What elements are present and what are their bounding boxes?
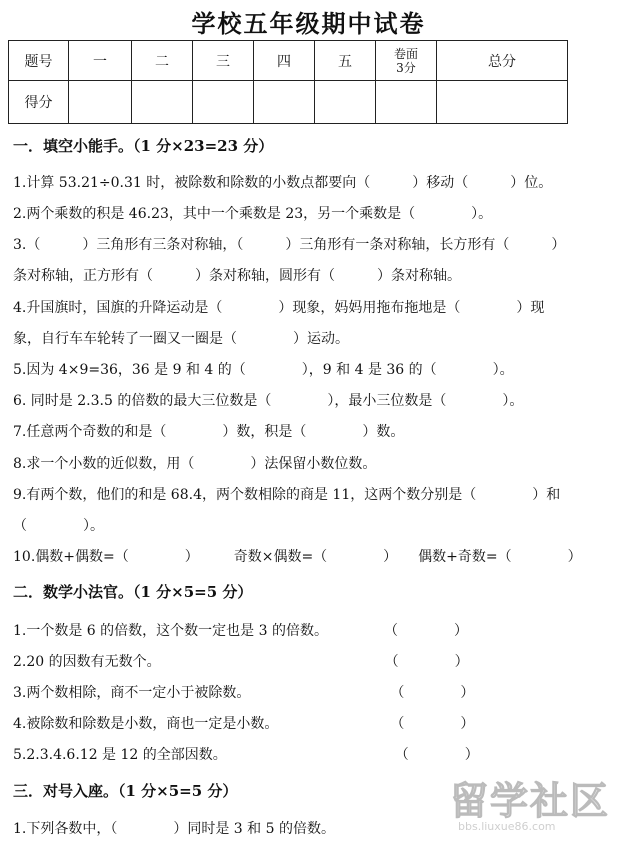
score-cell[interactable] — [254, 81, 315, 124]
header-cell-q3: 三 — [193, 41, 254, 81]
header-cell-q5: 五 — [315, 41, 376, 81]
question-line: 象，自行车车轮转了一圈又一圈是（ ）运动。 — [13, 331, 349, 347]
question-line: 9.有两个数，他们的和是 68.4，两个数相除的商是 11，这两个数分别是（ ）和 — [13, 487, 561, 503]
question-line: 6. 同时是 2.3.5 的倍数的最大三位数是（ ），最小三位数是（ ）。 — [13, 393, 524, 409]
judgement-line: 5.2.3.4.6.12 是 12 的全部因数。 （ ） — [13, 747, 479, 763]
score-cell[interactable] — [132, 81, 193, 124]
question-line: 5.因为 4×9=36，36 是 9 和 4 的（ ），9 和 4 是 36 的（ ）。 — [13, 362, 514, 378]
question-line: 4.升国旗时，国旗的升降运动是（ ）现象，妈妈用拖布拖地是（ ）现 — [13, 300, 545, 316]
judgement-line: 4.被除数和除数是小数，商也一定是小数。 （ ） — [13, 716, 475, 732]
section-heading-2: 二．数学小法官。（1 分×5=5 分） — [13, 583, 253, 601]
judgement-line: 2.20 的因数有无数个。 （ ） — [13, 654, 469, 670]
question-line: 1.计算 53.21÷0.31 时，被除数和除数的小数点都要向（ ）移动（ ）位。 — [13, 175, 553, 191]
header-cell-q1: 一 — [69, 41, 132, 81]
watermark-url: bbs.liuxue86.com — [458, 820, 556, 833]
question-line: 条对称轴，正方形有（ ）条对称轴，圆形有（ ）条对称轴。 — [13, 268, 461, 284]
header-cell-total: 总分 — [437, 41, 568, 81]
judgement-line: 1.一个数是 6 的倍数，这个数一定也是 3 的倍数。 （ ） — [13, 623, 468, 639]
question-line: 7.任意两个奇数的和是（ ）数，积是（ ）数。 — [13, 424, 405, 440]
score-cell[interactable] — [193, 81, 254, 124]
question-line: 3.（ ）三角形有三条对称轴，（ ）三角形有一条对称轴，长方形有（ ） — [13, 237, 566, 253]
question-line: 8.求一个小数的近似数，用（ ）法保留小数位数。 — [13, 456, 377, 472]
question-line: （ ）。 — [13, 518, 104, 534]
header-cell-q2: 二 — [132, 41, 193, 81]
watermark-logo — [450, 770, 615, 840]
score-cell[interactable] — [376, 81, 437, 124]
header-cell-q4: 四 — [254, 41, 315, 81]
question-line: 10.偶数+偶数=（ ） 奇数×偶数=（ ） 偶数+奇数=（ ） — [13, 549, 582, 565]
section-heading-3: 三．对号入座。（1 分×5=5 分） — [13, 782, 238, 800]
watermark-text: 留学社区 — [450, 778, 611, 823]
score-row-label: 得分 — [9, 81, 69, 124]
question-line: 1.下列各数中，（ ）同时是 3 和 5 的倍数。 — [13, 821, 335, 837]
question-line: 2.两个乘数的积是 46.23，其中一个乘数是 23，另一个乘数是（ ）。 — [13, 206, 493, 222]
score-cell[interactable] — [315, 81, 376, 124]
judgement-line: 3.两个数相除，商不一定小于被除数。 （ ） — [13, 685, 475, 701]
header-cell-label: 题号 — [9, 41, 69, 81]
score-cell[interactable] — [69, 81, 132, 124]
page-title: 学校五年级期中试卷 — [191, 9, 426, 38]
score-table — [8, 40, 568, 124]
section-heading-1: 一．填空小能手。（1 分×23=23 分） — [13, 137, 274, 155]
score-cell[interactable] — [437, 81, 568, 124]
header-cell-neatness: 卷面 3分 — [376, 41, 437, 81]
